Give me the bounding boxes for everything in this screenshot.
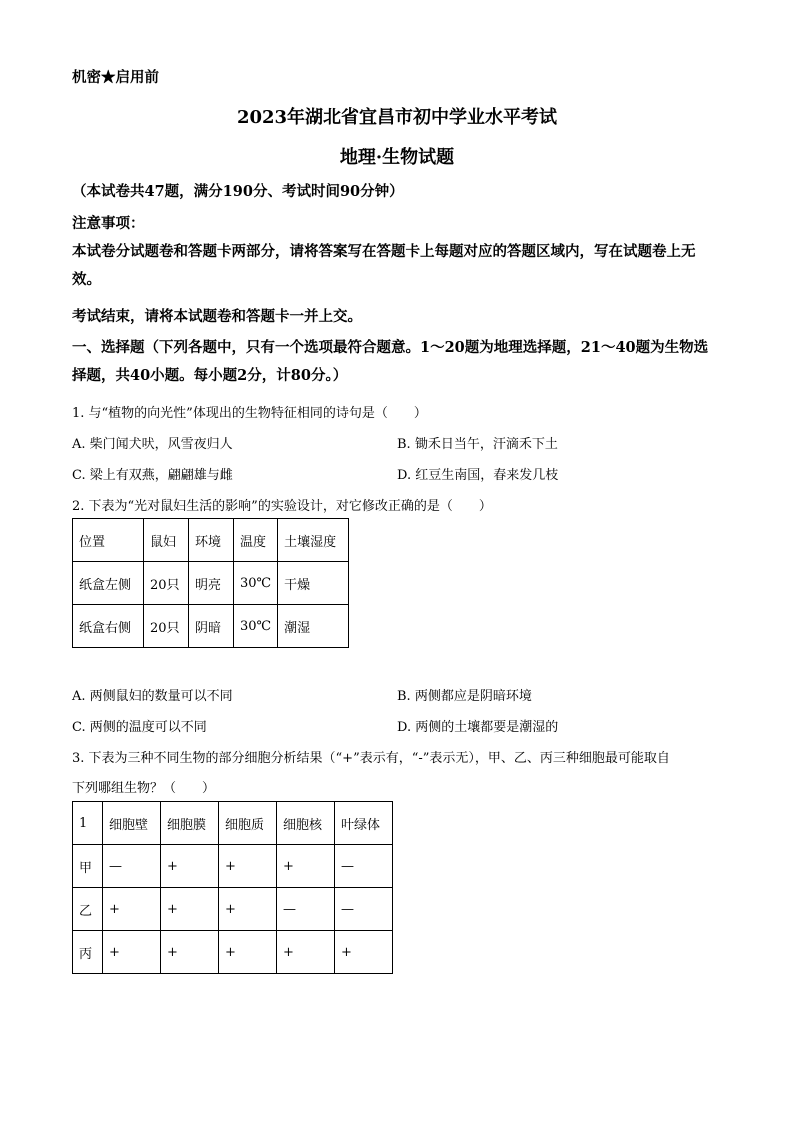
exam-info: （本试卷共47题，满分190分、考试时间90分钟） <box>72 183 404 200</box>
table-header-cell: 细胞壁 <box>103 802 161 845</box>
table-row <box>73 562 349 605</box>
table-cell: 乙 <box>73 888 103 931</box>
table-cell: 20只 <box>144 562 189 605</box>
q3-stem-line1: 3. 下表为三种不同生物的部分细胞分析结果（“+”表示有，“-”表示无），甲、乙、丙三种细胞最可能取自 <box>72 751 670 766</box>
table-cell: + <box>277 845 335 888</box>
notes-paragraph-2: 考试结束，请将本试题卷和答题卡一并上交。 <box>72 308 362 325</box>
table-header-cell: 叶绿体 <box>335 802 393 845</box>
table-header-cell: 1 <box>73 802 103 845</box>
table-header-row <box>73 802 393 845</box>
q1-option-b: B. 锄禾日当午，汗滴禾下土 <box>397 437 558 452</box>
table-cell: 30℃ <box>234 562 278 605</box>
q2-option-b: B. 两侧都应是阴暗环境 <box>397 689 532 704</box>
table-row <box>73 845 393 888</box>
table-cell: 纸盒右侧 <box>73 605 144 648</box>
notes-paragraph-1: 本试卷分试题卷和答题卡两部分，请将答案写在答题卡上每题对应的答题区域内，写在试题卷上无效。 <box>72 243 696 288</box>
q3-stem-line2: 下列哪组生物？（ ） <box>72 781 216 796</box>
table-cell: 20只 <box>144 605 189 648</box>
table-header-cell: 位置 <box>73 519 144 562</box>
table-row <box>73 931 393 974</box>
table-cell: + <box>103 931 161 974</box>
table-cell: — <box>335 845 393 888</box>
table-cell: + <box>219 888 277 931</box>
confidential-label: 机密★启用前 <box>72 69 159 86</box>
table-cell: 丙 <box>73 931 103 974</box>
table-cell: + <box>219 845 277 888</box>
table-cell: 阴暗 <box>189 605 234 648</box>
table-cell: 30℃ <box>234 605 278 648</box>
table-cell: + <box>161 888 219 931</box>
table-cell: + <box>103 888 161 931</box>
table-cell: + <box>161 845 219 888</box>
table-header-cell: 细胞核 <box>277 802 335 845</box>
table-cell: 潮湿 <box>278 605 349 648</box>
table-header-cell: 温度 <box>234 519 278 562</box>
q2-option-a: A. 两侧鼠妇的数量可以不同 <box>72 689 233 704</box>
q1-option-c: C. 梁上有双燕，翩翩雄与雌 <box>72 468 233 483</box>
exam-subtitle: 地理·生物试题 <box>339 147 455 168</box>
q2-table <box>72 518 349 648</box>
table-cell: 明亮 <box>189 562 234 605</box>
q1-stem: 1. 与“植物的向光性”体现出的生物特征相同的诗句是（ ） <box>72 406 427 421</box>
table-header-cell: 环境 <box>189 519 234 562</box>
notes-heading: 注意事项： <box>72 215 145 232</box>
section-heading: 一、选择题（下列各题中，只有一个选项最符合题意。1～20题为地理选择题，21～40题为生物选择题，共40小题。每小题2分，计80分。） <box>72 339 709 384</box>
table-cell: + <box>277 931 335 974</box>
table-cell: — <box>335 888 393 931</box>
table-cell: 甲 <box>73 845 103 888</box>
table-cell: + <box>161 931 219 974</box>
table-header-cell: 细胞质 <box>219 802 277 845</box>
table-cell: 干燥 <box>278 562 349 605</box>
table-row <box>73 605 349 648</box>
table-cell: — <box>277 888 335 931</box>
q1-option-a: A. 柴门闻犬吠，风雪夜归人 <box>72 437 233 452</box>
q2-option-c: C. 两侧的温度可以不同 <box>72 720 207 735</box>
table-cell: + <box>335 931 393 974</box>
q2-option-d: D. 两侧的土壤都要是潮湿的 <box>397 720 559 735</box>
table-cell: 纸盒左侧 <box>73 562 144 605</box>
exam-title: 2023年湖北省宜昌市初中学业水平考试 <box>236 107 558 128</box>
table-cell: + <box>219 931 277 974</box>
table-header-row <box>73 519 349 562</box>
q2-stem: 2. 下表为“光对鼠妇生活的影响”的实验设计，对它修改正确的是（ ） <box>72 499 492 514</box>
q3-table <box>72 801 393 974</box>
table-header-cell: 鼠妇 <box>144 519 189 562</box>
table-row <box>73 888 393 931</box>
table-header-cell: 细胞膜 <box>161 802 219 845</box>
table-header-cell: 土壤湿度 <box>278 519 349 562</box>
table-cell: — <box>103 845 161 888</box>
q1-option-d: D. 红豆生南国，春来发几枝 <box>397 468 559 483</box>
